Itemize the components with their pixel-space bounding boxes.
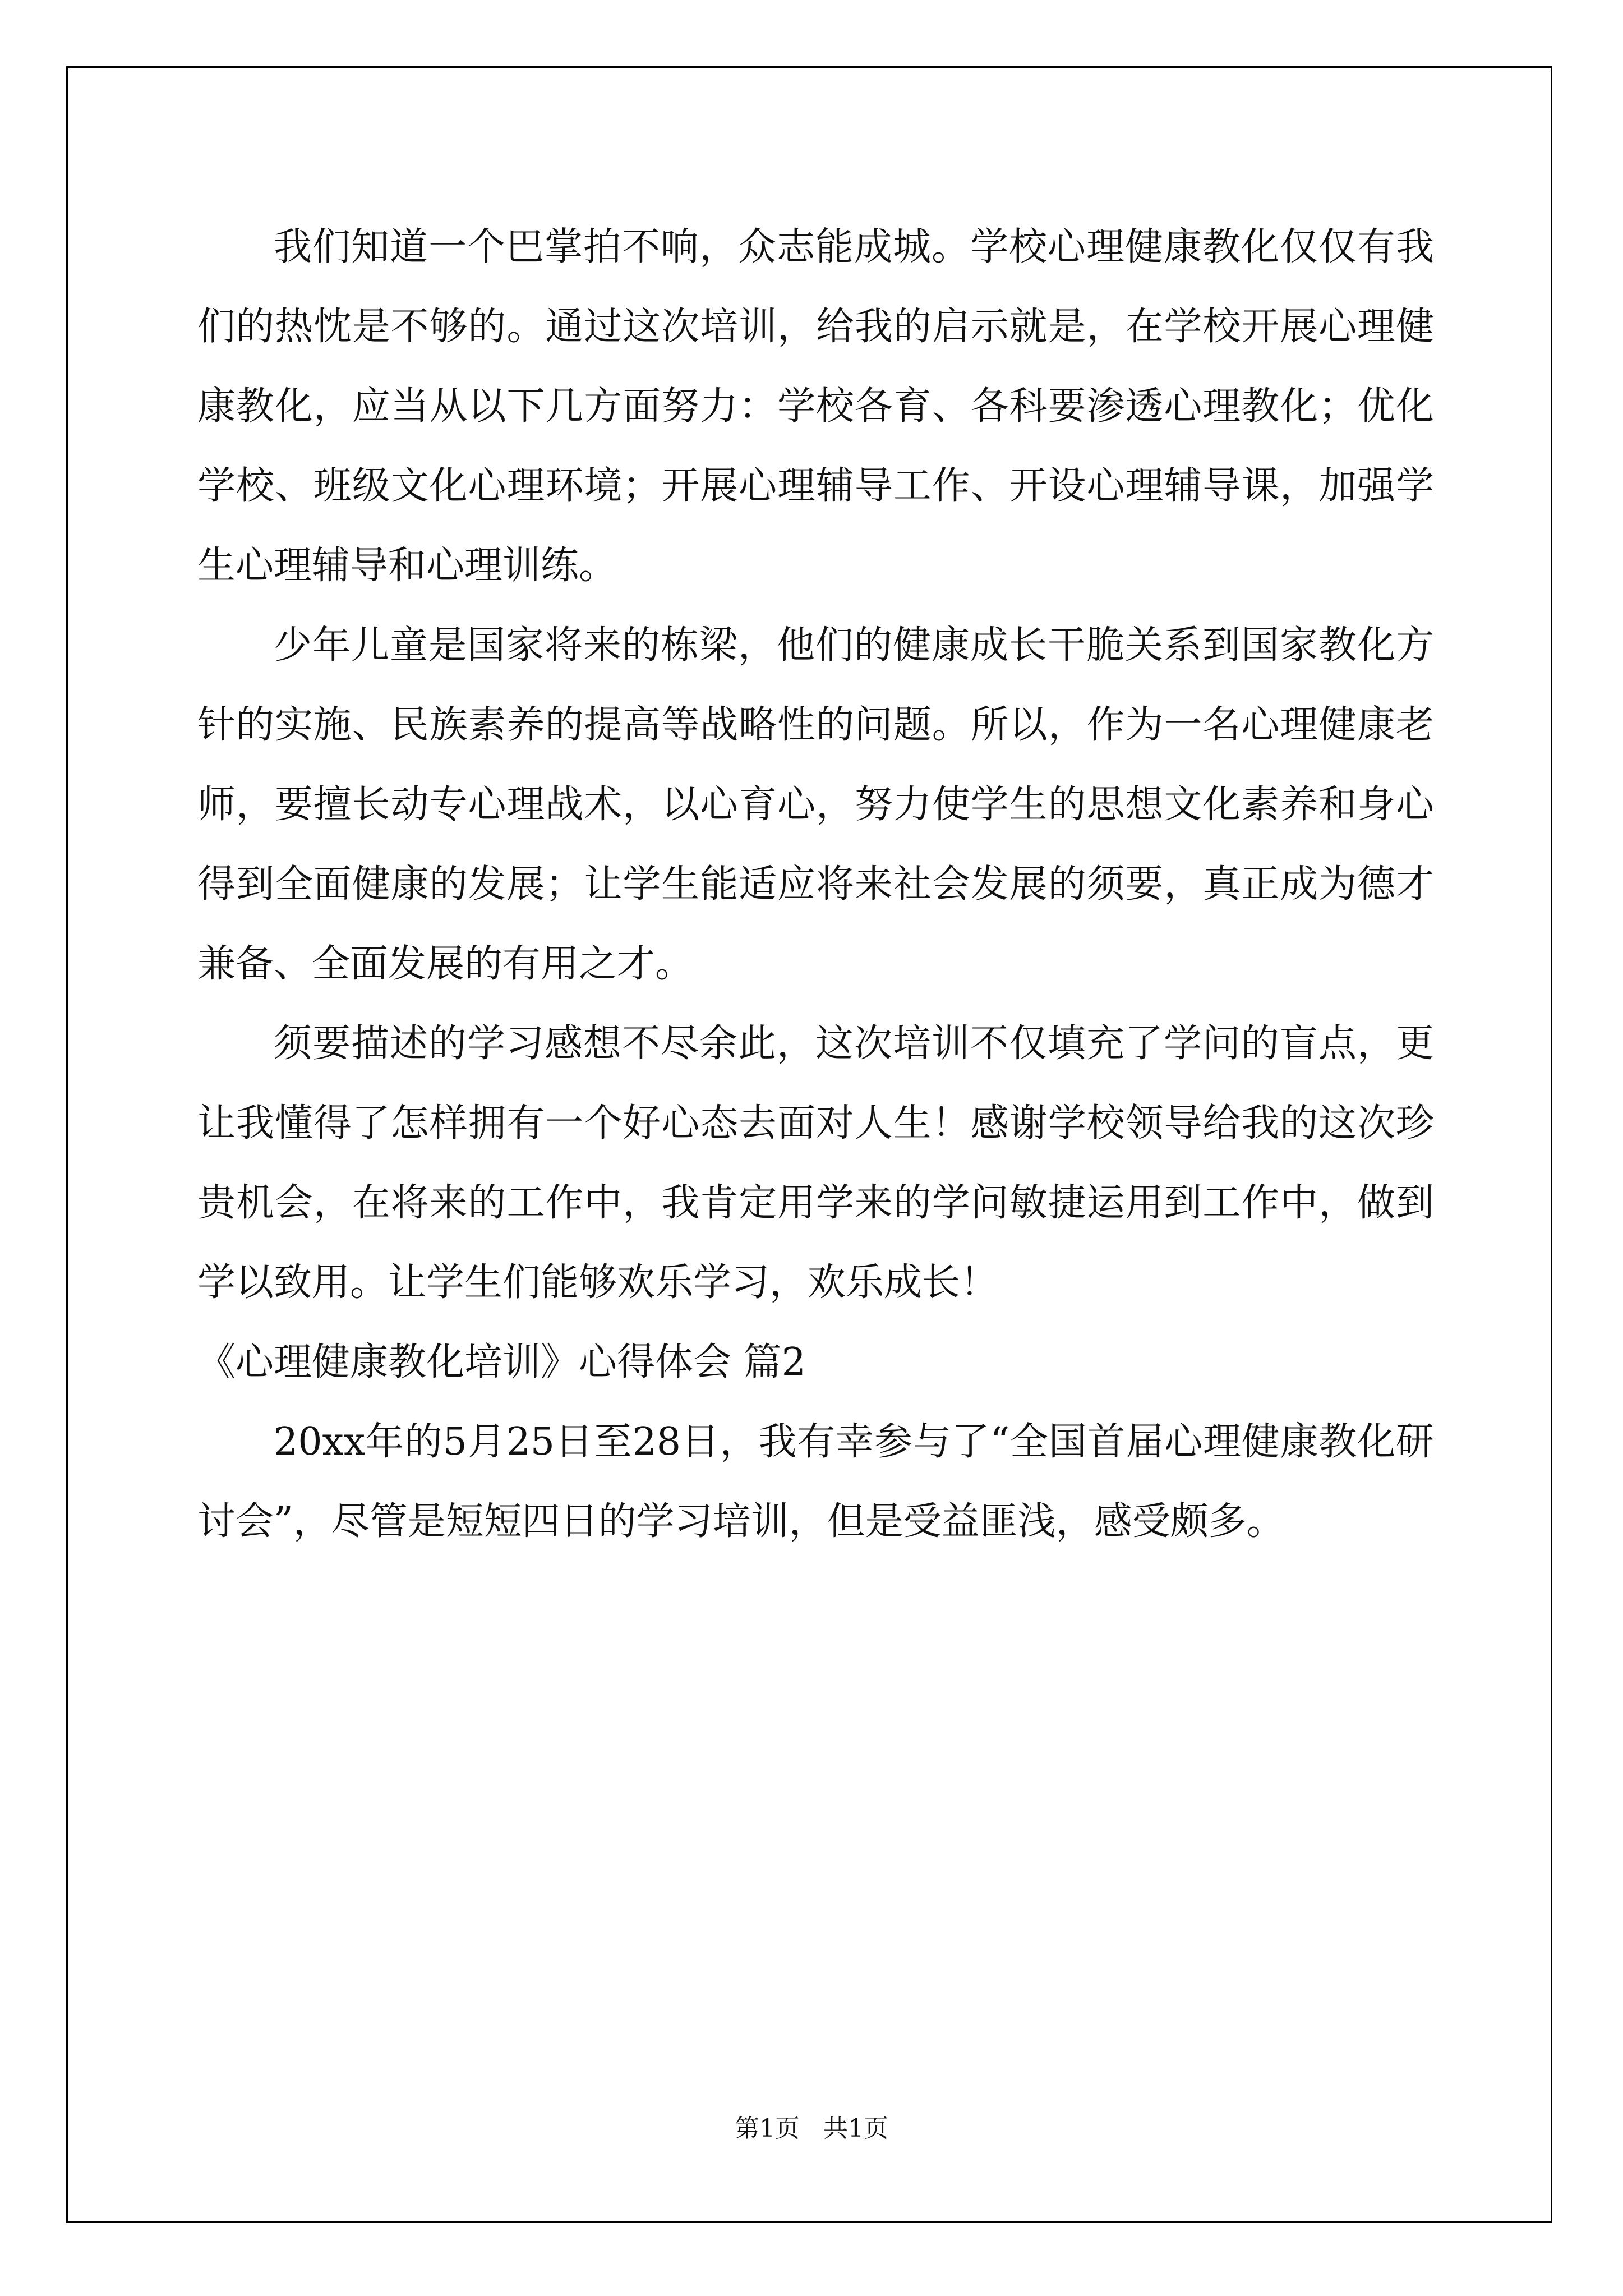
document-body — [197, 208, 1434, 1562]
page-footer — [0, 2108, 1623, 2144]
page-number: 第1页 — [735, 2114, 800, 2143]
page-total: 共1页 — [823, 2114, 888, 2143]
paragraph-3: 须要描述的学习感想不尽余此，这次培训不仅填充了学问的盲点，更让我懂得了怎样拥有一个好心态去面对人生！感谢学校领导给我的这次珍贵机会，在将来的工作中，我肯定用学来的学问敏捷运用到工作中，做到学以致用。让学生们能够欢乐学习，欢乐成长！ — [197, 1022, 1434, 1305]
section-heading: 《心理健康教化培训》心得体会 篇2 — [197, 1340, 806, 1384]
paragraph-2: 少年儿童是国家将来的栋梁，他们的健康成长干脆关系到国家教化方针的实施、民族素养的提高等战略性的问题。所以，作为一名心理健康老师，要擅长动专心理战术，以心育心，努力使学生的思想文化素养和身心得到全面健康的发展；让学生能适应将来社会发展的须要，真正成为德才兼备、全面发展的有用之才。 — [197, 623, 1434, 986]
paragraph-1: 我们知道一个巴掌拍不响，众志能成城。学校心理健康教化仅仅有我们的热忱是不够的。通过这次培训，给我的启示就是，在学校开展心理健康教化，应当从以下几方面努力：学校各育、各科要渗透心理教化；优化学校、班级文化心理环境；开展心理辅导工作、开设心理辅导课，加强学生心理辅导和心理训练。 — [197, 225, 1434, 588]
paragraph-4: 20xx年的5月25日至28日，我有幸参与了“全国首届心理健康教化研讨会”，尽管是短短四日的学习培训，但是受益匪浅，感受颇多。 — [197, 1420, 1434, 1544]
